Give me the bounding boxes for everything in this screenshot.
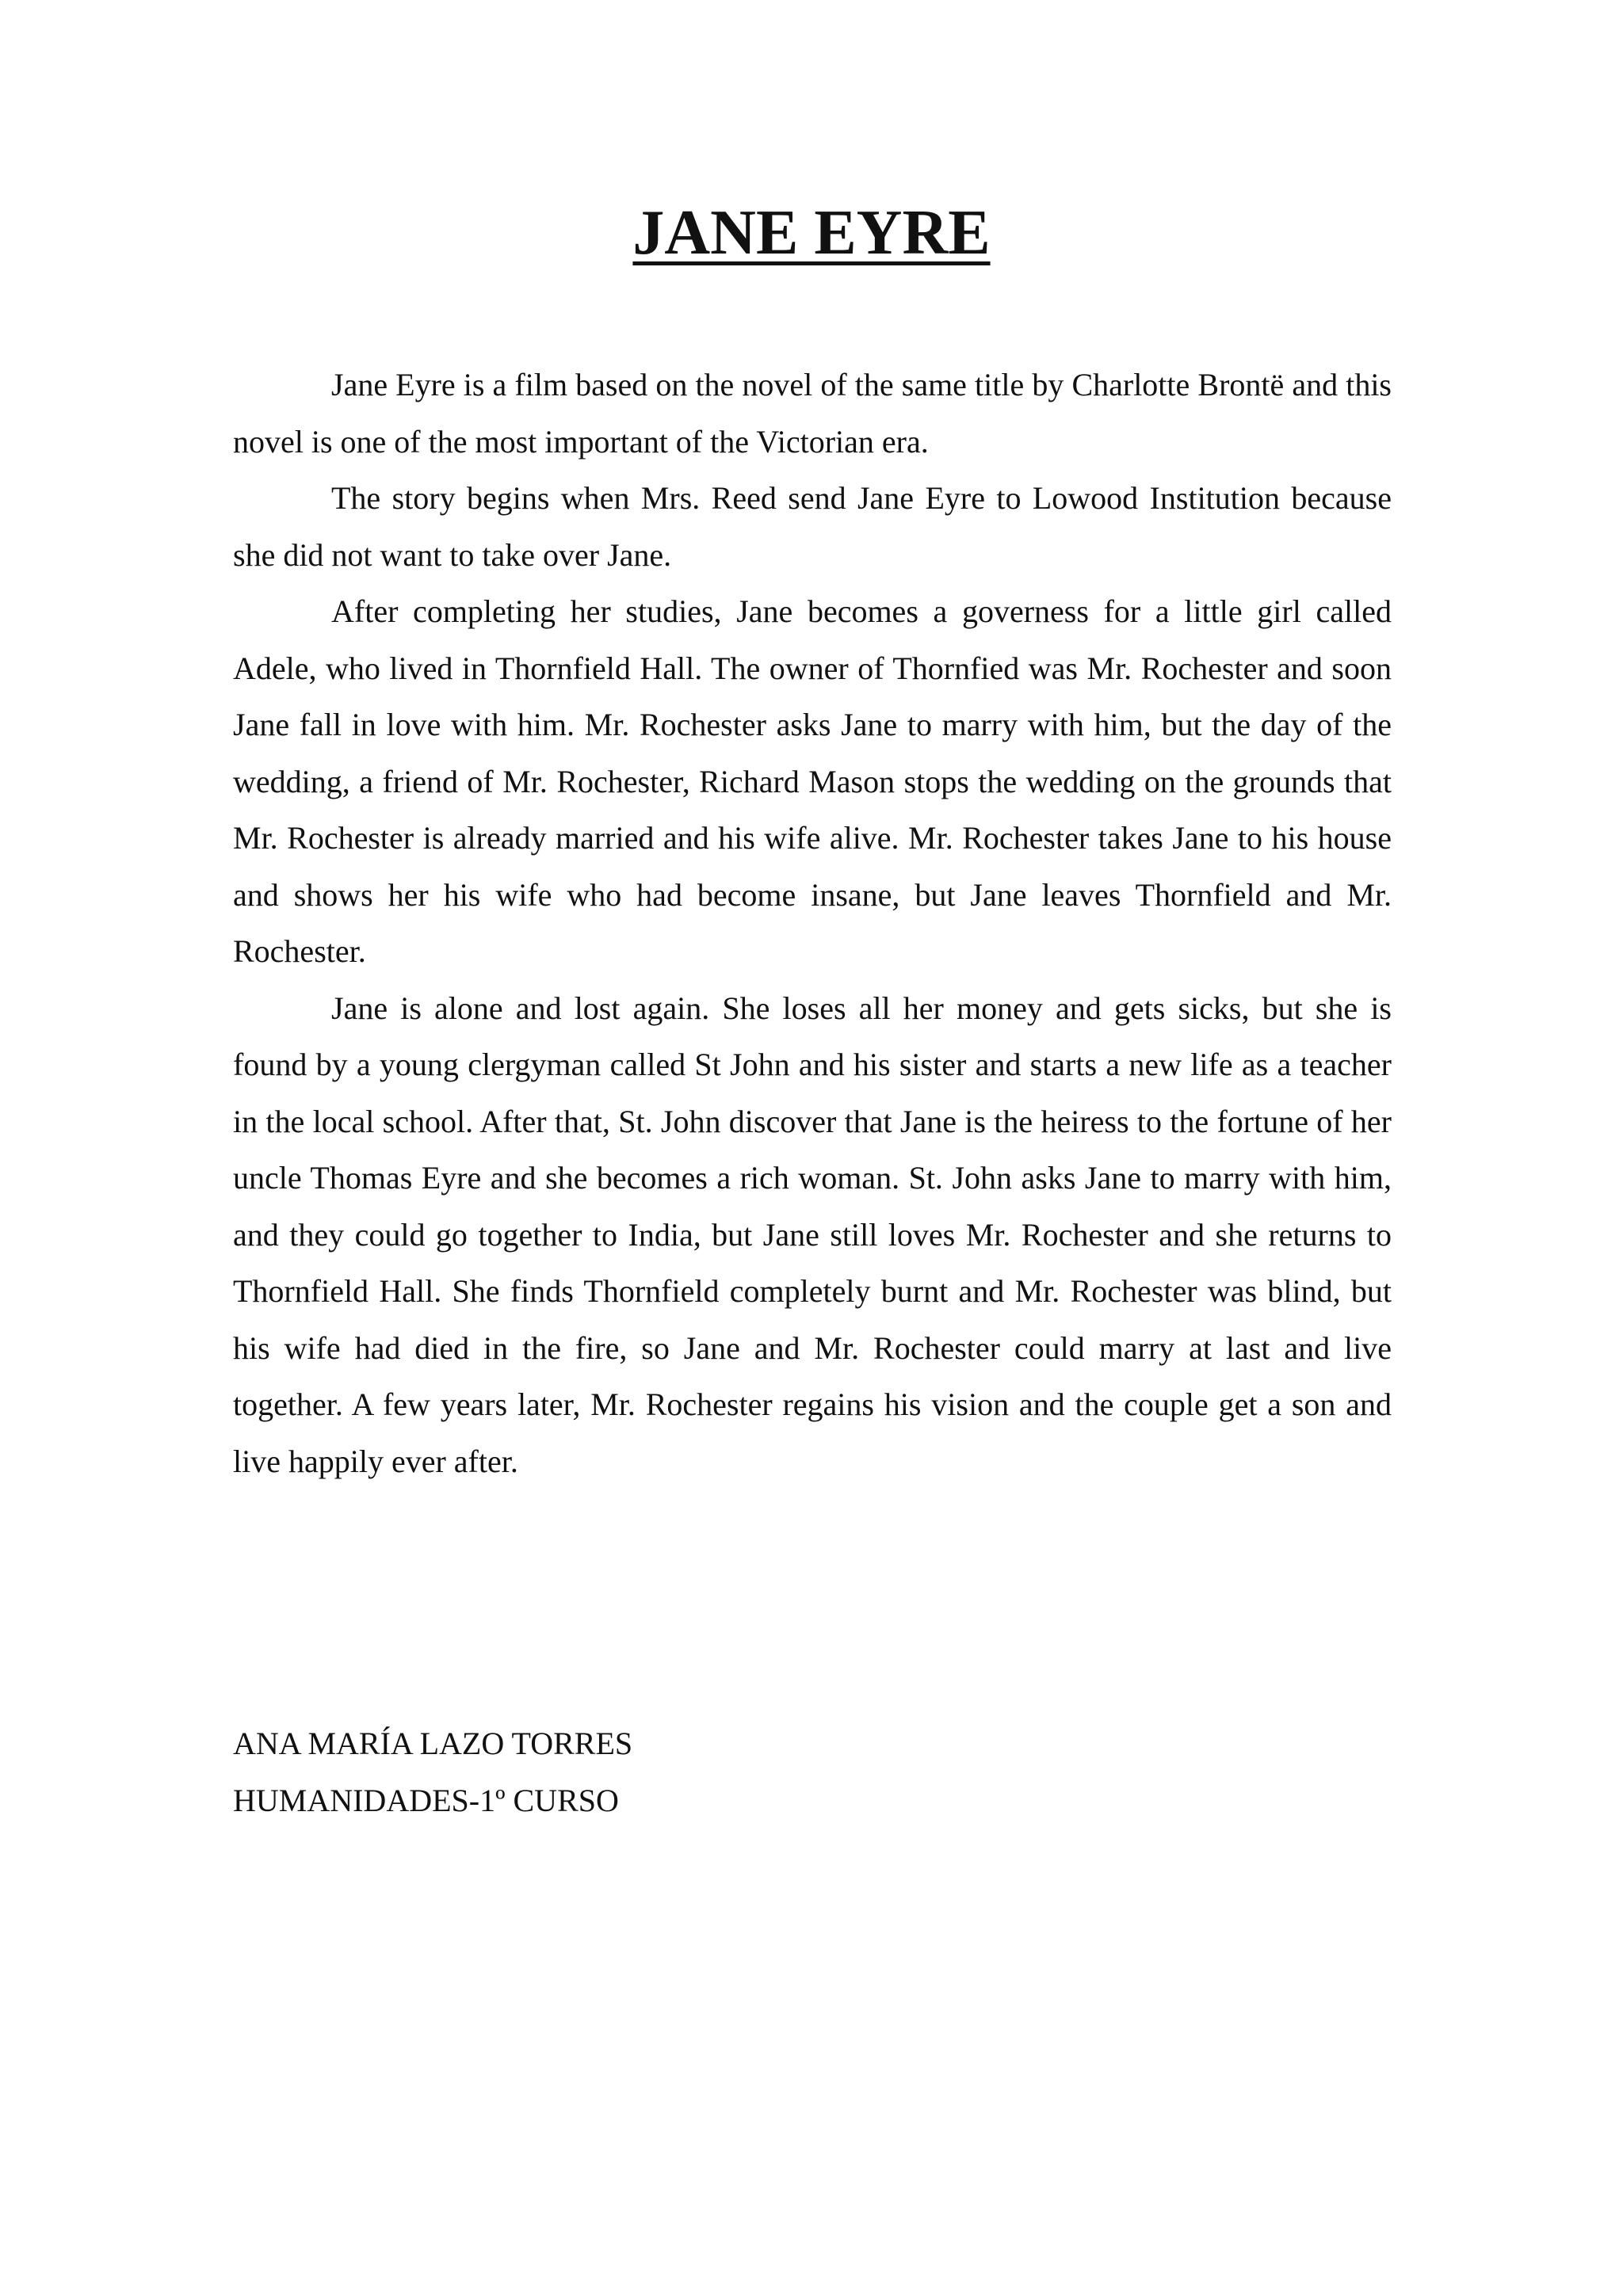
paragraph-1: Jane Eyre is a film based on the novel of the same title by Charlotte Brontë and this novel is one of the most important of the Victorian era. [233, 367, 1392, 460]
paragraph-4: Jane is alone and lost again. She loses all her money and gets sicks, but she is found by a young clergyman called St John and his sister and starts a new life as a teacher in the local school. After that, St. John discover that Jane is the heiress to the fortune of her uncle Thomas Eyre and she becomes a rich woman. St. John asks Jane to marry with him, and they could go together to India, but Jane still loves Mr. Rochester and she returns to Thornfield Hall. She finds Thornfield completely burnt and Mr. Rochester was blind, but his wife had died in the fire, so Jane and Mr. Rochester could marry at last and live together. A few years later, Mr. Rochester regains his vision and the couple get a son and live happily ever after. [233, 990, 1392, 1479]
document-title: JANE EYRE [632, 198, 991, 268]
course-name: HUMANIDADES-1º CURSO [233, 1782, 619, 1818]
signature-block [233, 1715, 632, 1829]
paragraph-2: The story begins when Mrs. Reed send Jane Eyre to Lowood Institution because she did not want to take over Jane. [233, 480, 1392, 573]
document-body [233, 357, 1392, 1489]
author-name: ANA MARÍA LAZO TORRES [233, 1726, 633, 1761]
paragraph-3: After completing her studies, Jane becomes a governess for a little girl called Adele, who lived in Thornfield Hall. The owner of Thornfied was Mr. Rochester and soon Jane fall in love with him. Mr. Rochester asks Jane to marry with him, but the day of the wedding, a friend of Mr. Rochester, Richard Mason stops the wedding on the grounds that Mr. Rochester is already married and his wife alive. Mr. Rochester takes Jane to his house and shows her his wife who had become insane, but Jane leaves Thornfield and Mr. Rochester. [233, 593, 1392, 969]
